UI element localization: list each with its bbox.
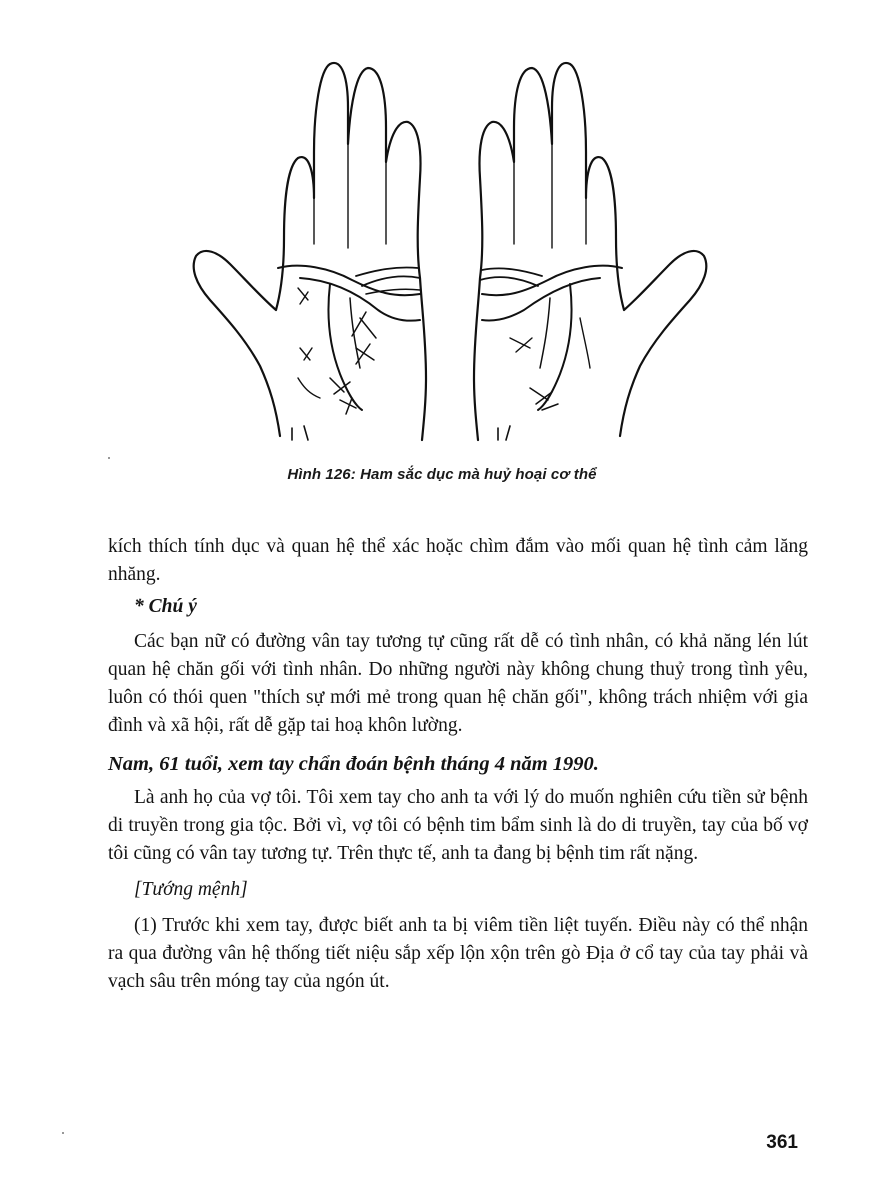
paragraph-continuation: kích thích tính dục và quan hệ thể xác hoặc chìm đắm vào mối quan hệ tình cảm lăng nhăng. [108,536,808,585]
scan-speck [62,1132,64,1134]
case-heading: Nam, 61 tuổi, xem tay chẩn đoán bệnh tháng 4 năm 1990. [108,753,599,775]
scan-speck [108,457,110,459]
note-label: * Chú ý [134,596,197,617]
page-number: 361 [766,1132,798,1153]
body-text [108,533,808,996]
two-palms-drawing [180,48,720,448]
paragraph-note: Các bạn nữ có đường vân tay tương tự cũng rất dễ có tình nhân, có khả năng lén lút quan hệ chăn gối với tình nhân. Do những người này không chung thuỷ trong tình yêu, luôn có thói quen "thích sự mới mẻ trong quan hệ chăn gối", không trách nhiệm với gia đình và xã hội, rất dễ gặp tai hoạ khôn lường. [108,631,808,736]
figure-caption: Hình 126: Ham sắc dục mà huỷ hoại cơ thể [287,466,597,483]
palm-figure [180,48,720,448]
section-subheading: [Tướng mệnh] [134,879,248,900]
paragraph-item-1: (1) Trước khi xem tay, được biết anh ta bị viêm tiền liệt tuyến. Điều này có thể nhận ra qua đường vân hệ thống tiết niệu sắp xếp lộn xộn trên gò Địa ở cổ tay của tay phải và vạch sâu trên móng tay của ngón út. [108,915,808,992]
paragraph-case: Là anh họ của vợ tôi. Tôi xem tay cho anh ta với lý do muốn nghiên cứu tiền sử bệnh di truyền trong gia tộc. Bởi vì, vợ tôi có bệnh tim bẩm sinh là do di truyền, tay của bố vợ tôi cũng có vân tay tương tự. Trên thực tế, anh ta đang bị bệnh tim rất nặng. [108,787,808,864]
